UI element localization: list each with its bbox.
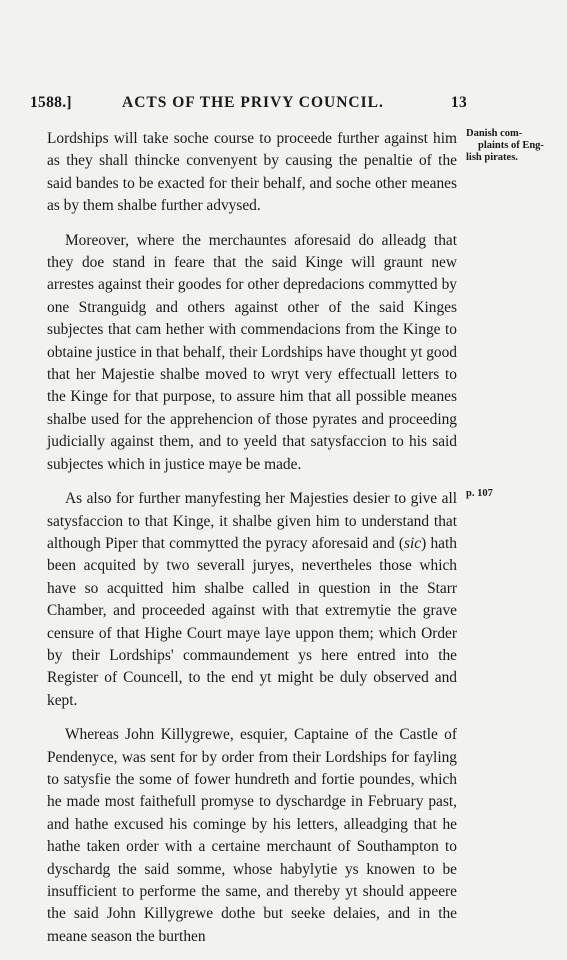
body-text — [47, 128, 457, 960]
header-year: 1588.] — [30, 94, 72, 111]
margin-note-danish-complaints — [466, 128, 556, 164]
page-number: 13 — [450, 94, 467, 111]
paragraph-2: Moreover, where the merchauntes aforesaid do alleadg that they doe stand in feare that the said Kinge will graunt new arrestes against their goodes for other depredacions commytted by one Stranguidg and others against other of the said Kinges subjectes that cam hether with commendacions from the Kinge to obtaine justice in that behalf, their Lordships have thought yt good that her Majestie shalbe moved to wryt very effectuall letters to the Kinge for that purpose, to assure him that all possible meanes shalbe used for the apprehencion of those pyrates and proceeding judicially against them, and to yeeld that satysfaccion to his said subjectes which in justice maye be made. — [47, 231, 457, 473]
margin-note-line: Danish com- — [466, 128, 523, 139]
margin-note-line: lish pirates. — [466, 152, 518, 163]
paragraph-4: Whereas John Killygrewe, esquier, Captaine of the Castle of Pendenyce, was sent for by order from their Lordships for fayling to satysfie the some of fower hundreth and fortie poundes, which he made most faithefull promyse to dyschardge in February past, and hathe excused his cominge by his letters, alleadging that he hathe taken order with a certaine merchaunt of Southampton to dyschardg the said somme, whose habylytie ys knowen to be insufficient to performe the same, and thereby yt should appeere the said John Killygrewe dothe but seeke delaies, and in the meane season the burthen — [47, 726, 457, 945]
sic-annotation: sic — [404, 534, 422, 552]
paragraph-3 — [47, 488, 457, 712]
running-header — [30, 94, 467, 114]
header-title: ACTS OF THE PRIVY COUNCIL. — [122, 94, 384, 111]
margin-note-page-ref: p. 107 — [466, 488, 493, 499]
paragraph-3-part-b: ) hath been acquited by two severall juryes, nevertheles those which have so acquitted him shalbe called in question in the Starr Chamber, and proceeded against with that extremytie the grave censure of that Highe Court maye laye uppon them; which Order by their Lordships' commaundement ys here entred into the Register of Councell, to the end yt might be duly observed and kept. — [47, 534, 457, 709]
paragraph-1: Lordships will take soche course to proceede further against him as they shall thincke convenyent by causing the penaltie of the said bandes to be exacted for their behalf, and soche other meanes as by them shalbe further advysed. — [47, 130, 457, 215]
margin-note-line: plaints of Eng- — [478, 140, 544, 151]
paragraph-3-part-a: As also for further manyfesting her Majesties desier to give all satysfaccion to that Kinge, it shalbe given him to understand that although Piper that commytted the pyracy aforesaid and ( — [47, 490, 457, 552]
